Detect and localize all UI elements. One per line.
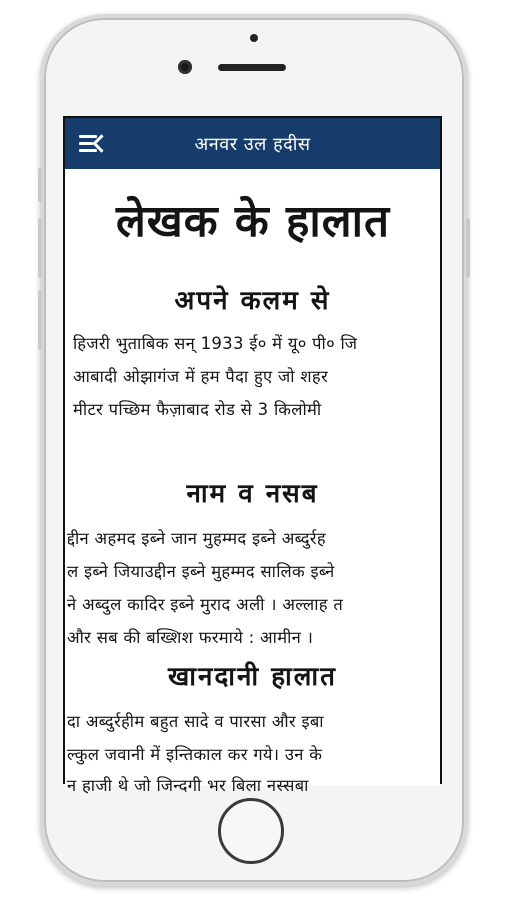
text-line: ने अब्दुल कादिर इब्ने मुराद अली । अल्लाह त (67, 595, 344, 614)
home-button[interactable] (218, 798, 284, 864)
text-line: द्दीन अहमद इब्ने जान मुहम्मद इब्ने अब्दुर्रह (67, 529, 326, 548)
front-camera (178, 60, 192, 74)
text-line: न हाजी थे जो जिन्दगी भर बिला नस्सबा (67, 776, 309, 795)
app-screen (63, 116, 442, 795)
text-line: मीटर पच्छिम फैज़ाबाद रोड से 3 किलोमी (73, 400, 322, 419)
app-bar (65, 118, 440, 169)
volume-button (38, 290, 42, 350)
earpiece-speaker (218, 64, 286, 71)
section-title: खानदानी हालात (168, 662, 337, 692)
volume-button (38, 168, 42, 202)
camera-dot (250, 34, 258, 42)
text-line: और सब की बख्शिश फरमाये : आमीन । (67, 628, 314, 647)
text-line: ल इब्ने जियाउद्दीन इब्ने मुहम्मद सालिक इब्ने (67, 562, 335, 581)
page-heading: लेखक के हालात (115, 196, 391, 247)
text-line: दा अब्दुर्रहीम बहुत सादे व पारसा और इबा (67, 712, 324, 731)
text-line: आबादी ओझागंज में हम पैदा हुए जो शहर (73, 367, 329, 386)
app-title: अनवर उल हदीस (194, 133, 311, 155)
power-button (466, 218, 470, 278)
volume-button (38, 218, 42, 278)
section-title: अपने कलम से (174, 286, 331, 316)
section-title: नाम व नसब (186, 479, 319, 509)
text-line: हिजरी भुताबिक सन् 1933 ई० में यू० पी० जि (73, 334, 358, 353)
text-line: ल्कुल जवानी में इन्तिकाल कर गये। उन के (67, 745, 323, 764)
menu-back-icon[interactable] (75, 131, 115, 157)
document-page[interactable] (65, 169, 440, 795)
